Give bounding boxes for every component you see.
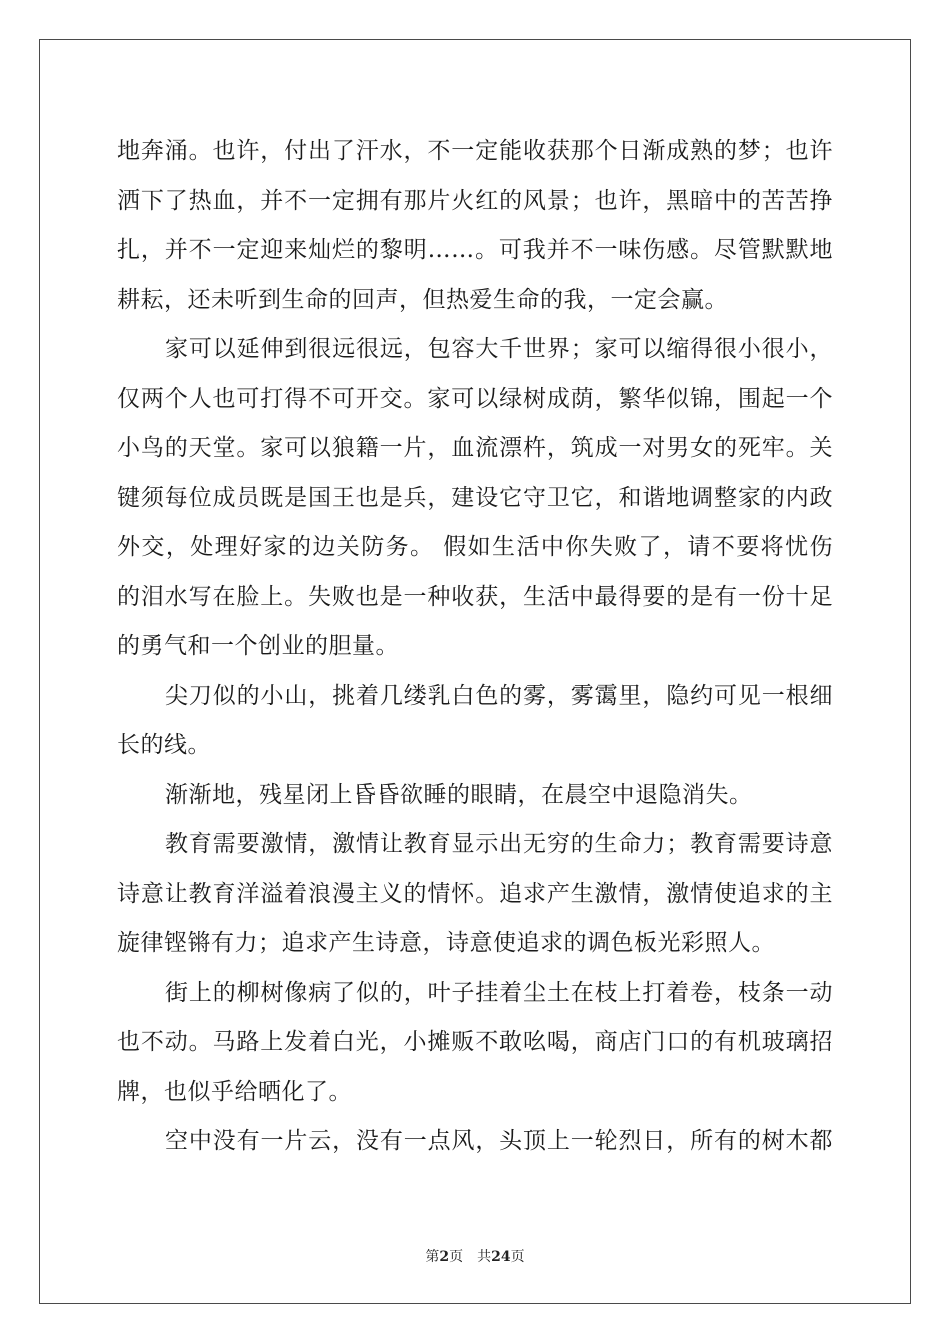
paragraph [117, 127, 833, 325]
text-line: 空中没有一片云，没有一点风，头顶上一轮烈日，所有的树木都 [165, 1128, 833, 1154]
page-footer [0, 1246, 950, 1266]
text-line: 长的线。 [117, 732, 211, 758]
text-line: 也不动。马路上发着白光，小摊贩不敢吆喝，商店门口的有机玻璃招 [117, 1029, 833, 1055]
text-line: 家可以延伸到很远很远，包容大千世界；家可以缩得很小很小， [165, 336, 833, 362]
paragraph [117, 672, 833, 771]
total-prefix: 共 [477, 1249, 492, 1265]
paragraph [117, 771, 833, 821]
text-line: 教育需要激情，激情让教育显示出无穷的生命力；教育需要诗意 [165, 831, 833, 857]
text-line: 外交，处理好家的边关防务。 假如生活中你失败了，请不要将忧伤 [117, 534, 833, 560]
paragraph [117, 325, 833, 672]
text-line: 小鸟的天堂。家可以狼籍一片，血流漂杵，筑成一对男女的死牢。关 [117, 435, 833, 461]
document-body [117, 127, 833, 1167]
text-line: 渐渐地，残星闭上昏昏欲睡的眼睛，在晨空中退隐消失。 [165, 781, 753, 808]
page-prefix: 第 [425, 1249, 440, 1265]
text-line: 牌，也似乎给晒化了。 [117, 1078, 352, 1105]
text-line: 尖刀似的小山，挑着几缕乳白色的雾，雾霭里，隐约可见一根细 [165, 682, 833, 709]
paragraph [117, 969, 833, 1118]
page-suffix: 页 [449, 1249, 464, 1265]
text-line: 街上的柳树像病了似的，叶子挂着尘土在枝上打着卷，枝条一动 [165, 979, 833, 1006]
text-line: 旋律铿锵有力；追求产生诗意，诗意使追求的调色板光彩照人。 [117, 930, 775, 956]
page-number: 2 [439, 1249, 450, 1265]
total-pages: 24 [491, 1249, 511, 1265]
text-line: 的勇气和一个创业的胆量。 [117, 633, 399, 659]
total-suffix: 页 [510, 1249, 525, 1265]
text-line: 耕耘，还未听到生命的回声，但热爱生命的我，一定会赢。 [117, 286, 728, 313]
text-line: 地奔涌。也许，付出了汗水，不一定能收获那个日渐成熟的梦；也许 [117, 138, 833, 164]
text-line: 仅两个人也可打得不可开交。家可以绿树成荫，繁华似锦，围起一个 [117, 385, 833, 412]
text-line: 扎，并不一定迎来灿烂的黎明……。可我并不一味伤感。尽管默默地 [117, 237, 833, 263]
text-line: 诗意让教育洋溢着浪漫主义的情怀。追求产生激情，激情使追求的主 [117, 880, 833, 907]
text-line: 洒下了热血，并不一定拥有那片火红的风景；也许，黑暗中的苦苦挣 [117, 187, 833, 214]
text-line: 键须每位成员既是国王也是兵，建设它守卫它，和谐地调整家的内政 [117, 484, 833, 511]
paragraph [117, 1117, 833, 1167]
paragraph [117, 820, 833, 969]
text-line: 的泪水写在脸上。失败也是一种收获，生活中最得要的是有一份十足 [117, 583, 833, 610]
